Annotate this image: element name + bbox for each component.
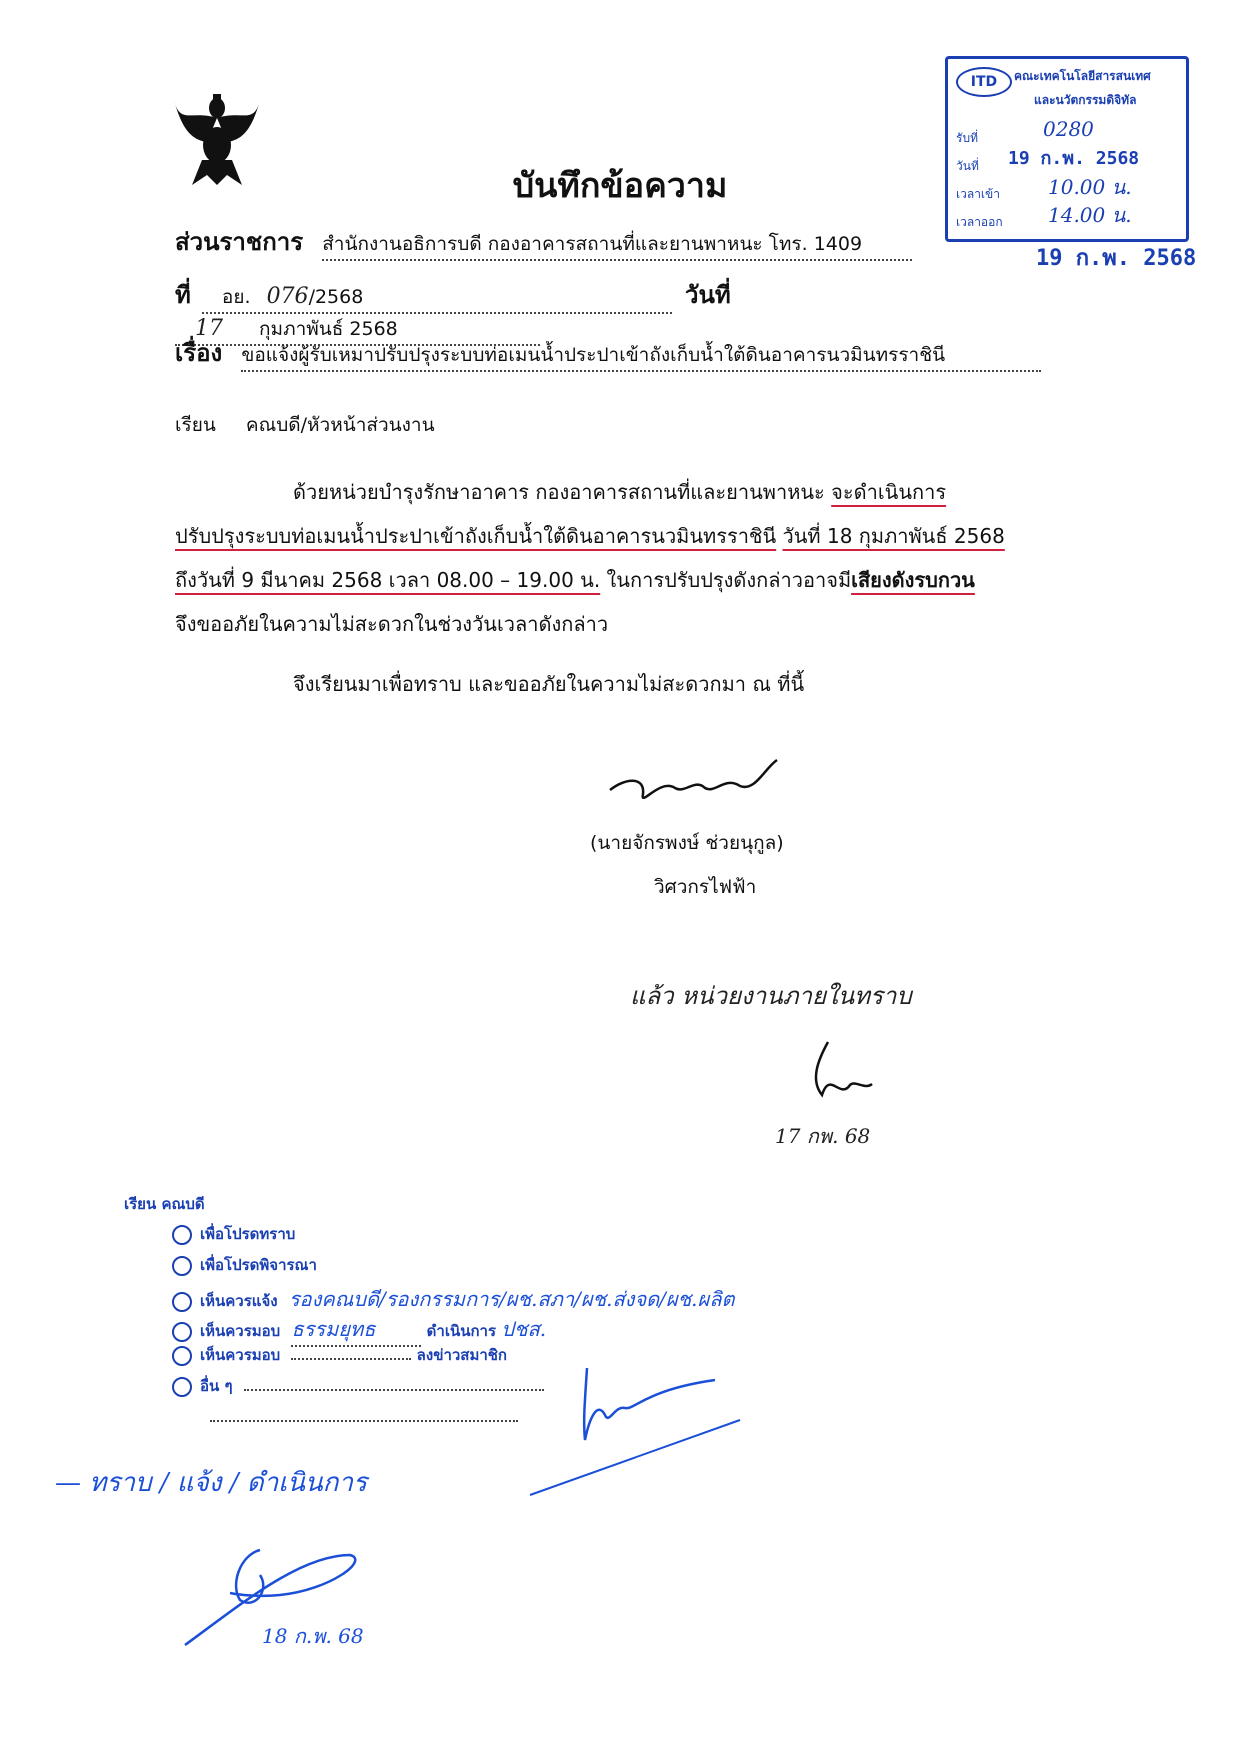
handwritten-notify-list: รองคณบดี/รองกรรมการ/ผช.สภา/ผช.ส่งจด/ผช.ผลิต xyxy=(288,1287,735,1311)
handwritten-note-date: 17 กพ. 68 xyxy=(775,1124,871,1148)
salutation-value: คณบดี/หัวหน้าส่วนงาน xyxy=(245,414,435,436)
body-line-1 xyxy=(175,470,1075,514)
date-label: วันที่ xyxy=(685,281,731,309)
body-line-4: จึงขออภัยในความไม่สะดวกในช่วงวันเวลาดังกล่าว xyxy=(175,612,609,636)
stamp-date-label: วันที่ xyxy=(956,159,979,173)
assign-news-blank xyxy=(291,1358,411,1360)
ref-value xyxy=(202,282,672,314)
stamp-recv-label: รับที่ xyxy=(956,131,978,145)
subject-label: เรื่อง xyxy=(175,339,223,367)
empty-circle-icon xyxy=(172,1256,192,1276)
subject-row xyxy=(175,333,1065,372)
stamp-in-label: เวลาเข้า xyxy=(956,187,1000,201)
routing-heading: เรียน คณบดี xyxy=(124,1195,205,1213)
routing-option-acknowledge: เพื่อโปรดทราบ xyxy=(172,1222,295,1246)
salutation xyxy=(175,410,435,440)
checked-circle-icon xyxy=(172,1322,192,1342)
ref-number: 076 xyxy=(266,284,309,309)
closing-line: จึงเรียนมาเพื่อทราบ และขออภัยในความไม่สะดวกมา ณ ที่นี้ xyxy=(293,672,805,696)
date-day: 17 xyxy=(195,316,223,341)
body-text: ในการปรับปรุงดังกล่าวอาจมี xyxy=(600,568,852,592)
handwritten-assign-action: ปชส. xyxy=(501,1317,547,1341)
final-date: 18 ก.พ. 68 xyxy=(262,1624,364,1648)
stamp-in-value: 10.00 น. xyxy=(1048,175,1132,199)
agency-value: สำนักงานอธิการบดี กองอาคารสถานที่และยานพาหนะ โทร. 1409 xyxy=(322,229,912,261)
receipt-stamp xyxy=(945,56,1189,242)
highlight-end-date: ถึงวันที่ 9 มีนาคม 2568 เวลา 08.00 – 19.00 น. xyxy=(175,568,601,592)
body-paragraph xyxy=(175,470,1075,646)
blue-signature xyxy=(525,1360,745,1500)
empty-circle-icon xyxy=(172,1346,192,1366)
salutation-label: เรียน xyxy=(175,414,216,436)
routing-option-notify: เห็นควรแจ้ง รองคณบดี/รองกรรมการ/ผช.สภา/ผช.ส่งจด/ผช.ผลิต xyxy=(172,1283,735,1315)
highlight-scope: ปรับปรุงระบบท่อเมนน้ำประปาเข้าถังเก็บน้ำใต้ดินอาคารนวมินทรราชินี xyxy=(175,524,777,548)
assign-news-action: ลงข่าวสมาชิก xyxy=(416,1346,508,1364)
handwritten-initials xyxy=(800,1040,880,1110)
stamp-date-value: 19 ก.พ. 2568 xyxy=(1008,148,1140,169)
empty-circle-icon xyxy=(172,1377,192,1397)
body-text: ด้วยหน่วยบำรุงรักษาอาคาร กองอาคารสถานที่และยานพาหนะ xyxy=(293,480,832,504)
routing-option-consider: เพื่อโปรดพิจารณา xyxy=(172,1253,317,1277)
routing-option-assign-news: เห็นควรมอบ ลงข่าวสมาชิก xyxy=(172,1343,507,1367)
agency-row xyxy=(175,222,920,261)
handwritten-lower-note: — ทราบ / แจ้ง / ดำเนินการ xyxy=(55,1468,367,1498)
stamp-out-value: 14.00 น. xyxy=(1048,203,1132,227)
lower-note-text: ทราบ / แจ้ง / ดำเนินการ xyxy=(89,1468,367,1498)
stamp-org-line2: และนวัตกรรมดิจิทัล xyxy=(1034,93,1137,107)
ref-label: ที่ xyxy=(175,281,191,309)
routing-option-other: อื่น ๆ xyxy=(172,1374,544,1398)
highlight-action: จะดำเนินการ xyxy=(831,480,947,504)
assign-action-label: ดำเนินการ xyxy=(426,1322,497,1340)
stamp-out-label: เวลาออก xyxy=(956,215,1003,229)
date-stamp: 19 ก.พ. 2568 xyxy=(1036,246,1197,271)
handwritten-assignee: ธรรมยุทธ xyxy=(291,1313,421,1347)
agency-label: ส่วนราชการ xyxy=(175,228,304,256)
ref-year: /2568 xyxy=(308,286,364,308)
checked-circle-icon xyxy=(172,1292,192,1312)
subject-value: ขอแจ้งผู้รับเหมาปรับปรุงระบบท่อเมนน้ำประปาเข้าถังเก็บน้ำใต้ดินอาคารนวมินทรราชินี xyxy=(241,340,1041,372)
routing-extra-line xyxy=(210,1420,518,1422)
signature-image xyxy=(605,748,785,808)
signer-position: วิศวกรไฟฟ้า xyxy=(654,876,757,898)
body-line-2 xyxy=(175,514,1075,558)
itd-logo: ITD xyxy=(956,67,1012,97)
handwritten-note: แล้ว หน่วยงานภายในทราบ xyxy=(630,982,912,1010)
highlight-start-date: วันที่ 18 กุมภาพันธ์ 2568 xyxy=(782,524,1005,548)
stamp-recv-value: 0280 xyxy=(1043,117,1094,141)
signer-name: (นายจักรพงษ์ ช่วยนุกูล) xyxy=(590,832,784,854)
checked-circle-icon xyxy=(172,1225,192,1245)
stamp-org-line1: คณะเทคโนโลยีสารสนเทศ xyxy=(1014,69,1151,83)
highlight-noise: เสียงดังรบกวน xyxy=(851,568,975,592)
other-blank xyxy=(244,1389,544,1391)
page-title: บันทึกข้อความ xyxy=(512,166,728,206)
routing-option-assign: เห็นควรมอบ ธรรมยุทธ ดำเนินการ ปชส. xyxy=(172,1313,546,1347)
body-line-3 xyxy=(175,558,1075,602)
date-rest: กุมภาพันธ์ 2568 xyxy=(259,318,398,340)
ref-prefix: อย. xyxy=(221,286,251,308)
